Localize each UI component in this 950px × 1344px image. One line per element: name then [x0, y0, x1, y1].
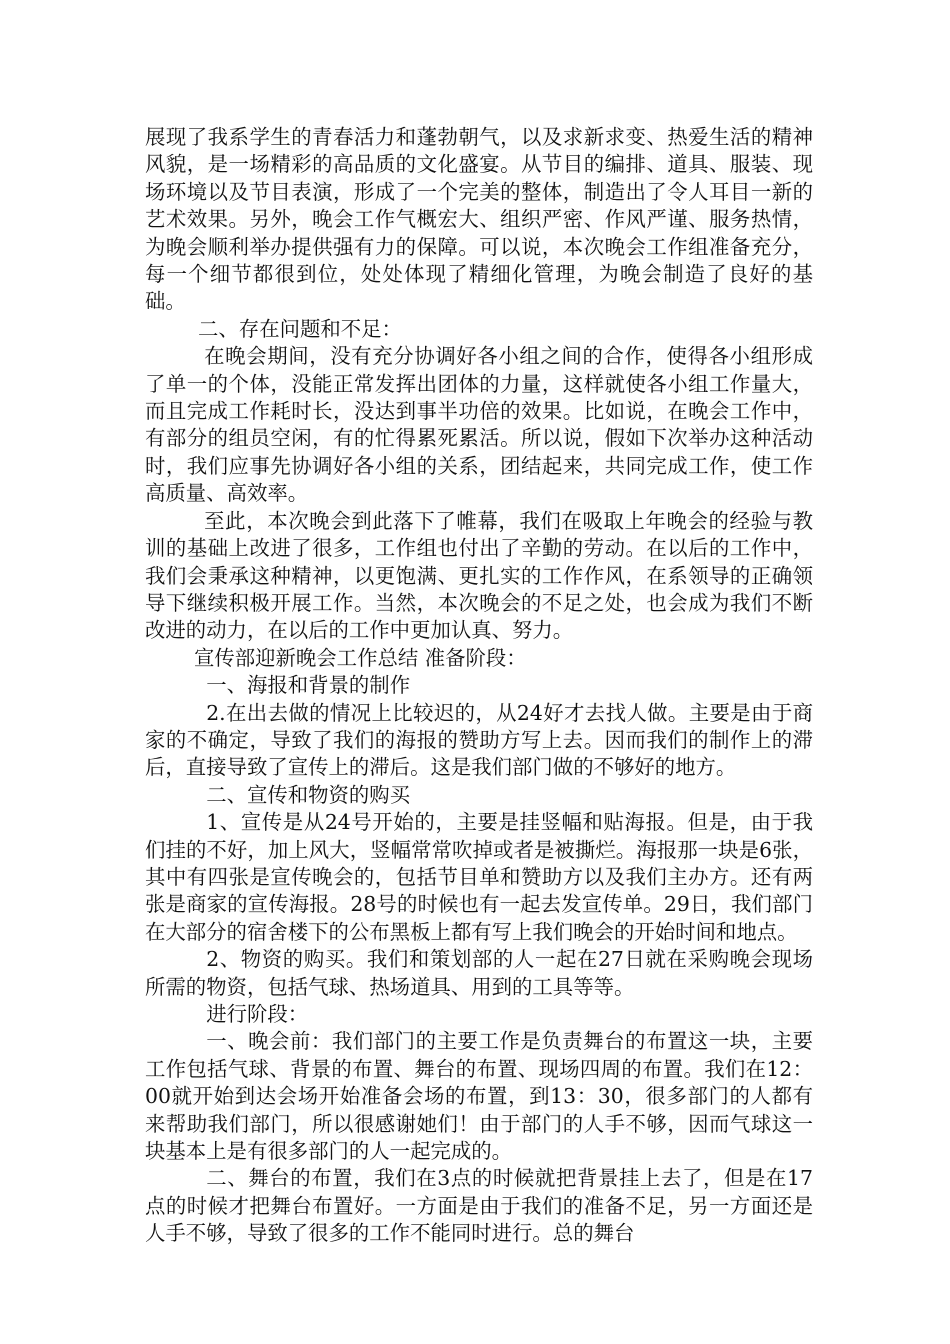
paragraph-stage-setup: 二、舞台的布置，我们在3点的时候就把背景挂上去了，但是在17点的时候才把舞台布置好。一方面是由于我们的准备不足，另一方面还是人手不够，导致了很多的工作不能同时进行。总的舞台 [145, 1166, 813, 1246]
section-heading-execution: 进行阶段： [206, 1002, 309, 1026]
paragraph-publicity: 1、宣传是从24号开始的，主要是挂竖幅和贴海报。但是，由于我们挂的不好，加上风大，竖幅常常吹掉或者是被撕烂。海报那一块是6张，其中有四张是宣传晚会的，包括节目单和赞助方以及我们主办方。还有两张是商家的宣传海报。28号的时候也有一起去发宣传单。29日，我们部门在大部分的宿舍楼下的公布黑板上都有写上我们晚会的开始时间和地点。 [145, 810, 813, 944]
paragraph-conclusion: 至此，本次晚会到此落下了帷幕，我们在吸取上年晚会的经验与教训的基础上改进了很多，工作组也付出了辛勤的劳动。在以后的工作中，我们会秉承这种精神，以更饱满、更扎实的工作作风，在系领导的正确领导下继续积极开展工作。当然，本次晚会的不足之处，也会成为我们不断改进的动力，在以后的工作中更加认真、努力。 [145, 508, 813, 643]
paragraph-poster: 2.在出去做的情况上比较迟的，从24好才去找人做。主要是由于商家的不确定，导致了我们的海报的赞助方写上去。因而我们的制作上的滞后，直接导致了宣传上的滞后。这是我们部门做的不够好的地方。 [145, 700, 813, 780]
paragraph-intro: 展现了我系学生的青春活力和蓬勃朝气，以及求新求变、热爱生活的精神风貌，是一场精彩的高品质的文化盛宴。从节目的编排、道具、服装、现场环境以及节目表演，形成了一个完美的整体，制造出了令人耳目一新的艺术效果。另外，晚会工作气概宏大、组织严密、作风严谨、服务热情，为晚会顺利举办提供强有力的保障。可以说，本次晚会工作组准备充分，每一个细节都很到位，处处体现了精细化管理，为晚会制造了良好的基础。 [145, 125, 813, 314]
paragraph-before-party: 一、晚会前：我们部门的主要工作是负责舞台的布置这一块，主要工作包括气球、背景的布置、舞台的布置、现场四周的布置。我们在12：00就开始到达会场开始准备会场的布置，到13：30，很多部门的人都有来帮助我们部门，所以很感谢她们！由于部门的人手不够，因而气球这一块基本上是有很多部门的人一起完成的。 [145, 1029, 813, 1164]
section-heading-problems: 二、存在问题和不足： [198, 316, 402, 341]
section-heading-poster: 一、海报和背景的制作 [206, 673, 411, 698]
document-body [145, 124, 813, 1248]
section-heading-purchase: 二、宣传和物资的购买 [206, 782, 411, 807]
paragraph-materials: 2、物资的购买。我们和策划部的人一起在27日就在采购晚会现场所需的物资，包括气球、热场道具、用到的工具等等。 [145, 947, 813, 999]
paragraph-problems: 在晚会期间，没有充分协调好各小组之间的合作，使得各小组形成了单一的个体，没能正常发挥出团体的力量，这样就使各小组工作量大，而且完成工作耗时长，没达到事半功倍的效果。比如说，在晚会工作中，有部分的组员空闲，有的忙得累死累活。所以说，假如下次举办这种活动时，我们应事先协调好各小组的关系，团结起来，共同完成工作，使工作高质量、高效率。 [145, 344, 813, 506]
section-heading-publicity-summary: 宣传部迎新晚会工作总结 准备阶段： [193, 645, 527, 670]
